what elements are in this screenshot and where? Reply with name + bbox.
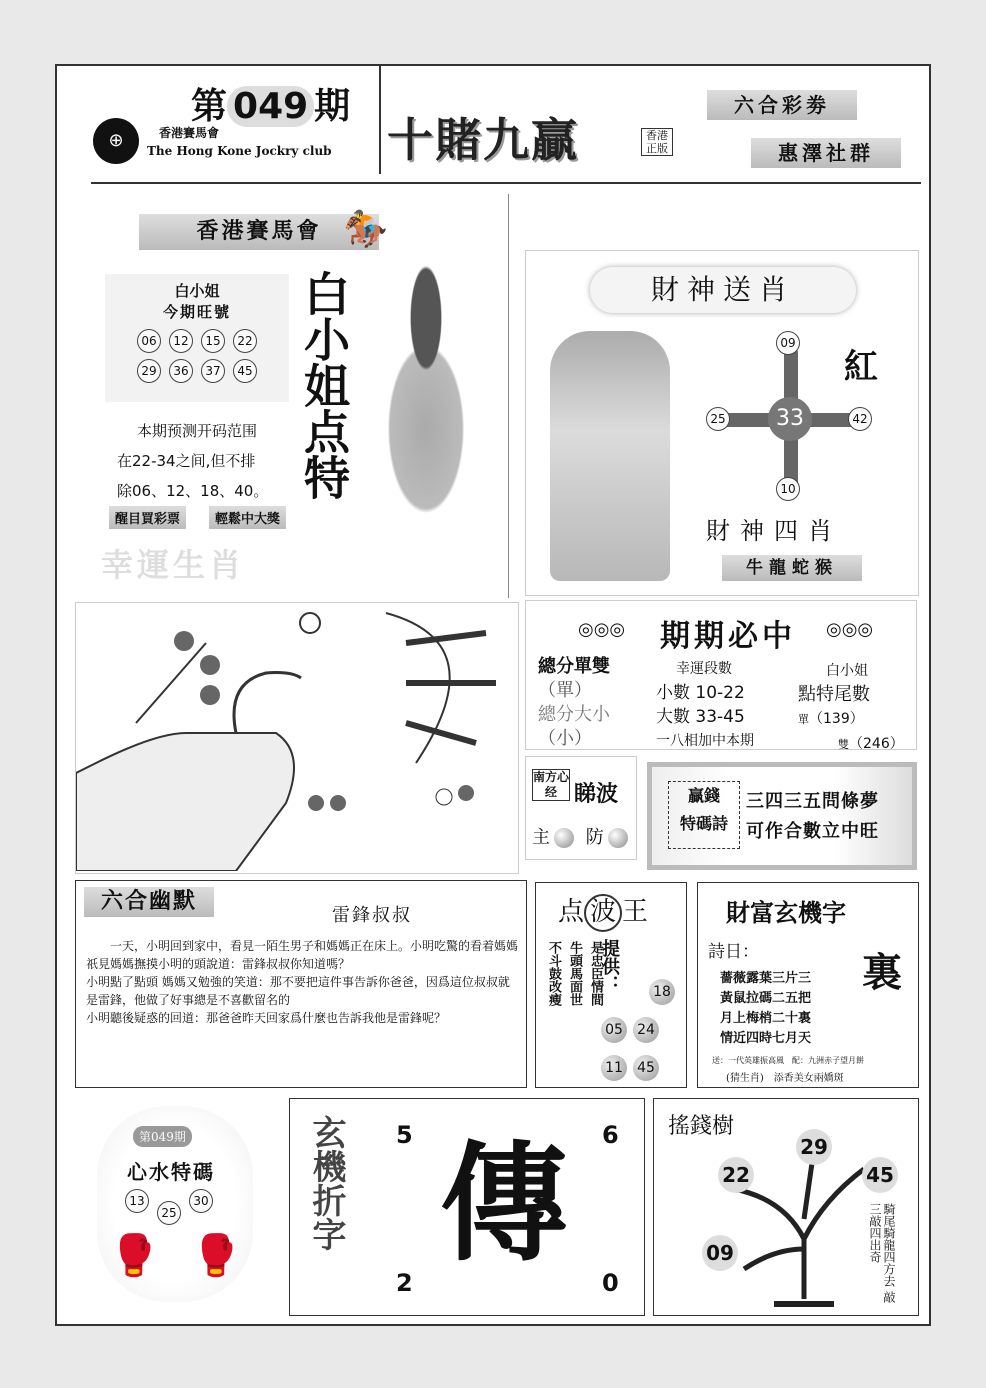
star-top: 09 bbox=[776, 331, 800, 355]
star-bottom: 10 bbox=[776, 477, 800, 501]
dianbo-circle: 波 bbox=[584, 894, 622, 932]
range-line2: 在22-34之间,但不排 bbox=[117, 452, 256, 470]
qiqi-panel bbox=[525, 600, 917, 750]
wealth-god-figure bbox=[550, 331, 670, 581]
dianbo-col3: 是忠臣情間 bbox=[588, 941, 603, 1006]
color-word: 紅 bbox=[844, 347, 878, 387]
qiqi-c3r4-row: 雙（246） bbox=[838, 736, 904, 752]
wave-main-ball bbox=[554, 828, 574, 848]
tree-num-29: 29 bbox=[796, 1129, 832, 1165]
dianbo-num-11: 11 bbox=[601, 1055, 627, 1081]
header-divider bbox=[379, 66, 381, 174]
lucky-ball: 22 bbox=[233, 329, 257, 353]
qiqi-c1r1: 總分單雙 bbox=[538, 656, 610, 677]
heart-num-13: 13 bbox=[125, 1189, 149, 1213]
horse-icon: 🏇 bbox=[343, 209, 388, 250]
wave-tag: 南方心经 bbox=[533, 770, 570, 799]
tree-title: 搖錢樹 bbox=[668, 1114, 735, 1139]
qiqi-c3r3-row: 單（139） bbox=[798, 711, 864, 727]
poem-title-a: 贏錢 bbox=[687, 786, 720, 805]
dianbo-title: 点 波 王 bbox=[558, 891, 648, 932]
faded-lucky-zodiac: 幸運生肖 bbox=[101, 546, 246, 584]
xuanji-tl: 5 bbox=[396, 1121, 413, 1149]
main-title: 十賭九贏 bbox=[387, 113, 579, 167]
card-title2: 今期旺號 bbox=[162, 303, 231, 321]
poem-line2: 可作合數立中旺 bbox=[746, 821, 879, 842]
four-zodiac: 牛龍蛇猴 bbox=[722, 555, 862, 581]
lucky-ball: 36 bbox=[169, 359, 193, 383]
humor-panel bbox=[75, 880, 527, 1088]
lucky-ball: 37 bbox=[201, 359, 225, 383]
xuanji-big-char: 傳 bbox=[440, 1130, 569, 1279]
range-line1: 本期预测开码范围 bbox=[137, 422, 258, 440]
club-name-en: The Hong Kone Jockry club bbox=[147, 144, 332, 158]
landscape-illustration bbox=[75, 602, 519, 874]
slogan-1: 醒目買彩票 bbox=[109, 506, 186, 529]
star-left: 25 bbox=[706, 407, 730, 431]
issue-title: 第 049 期 bbox=[191, 86, 351, 127]
club-name-cn: 香港賽馬會 bbox=[159, 126, 220, 140]
lucky-ball: 12 bbox=[169, 329, 193, 353]
fortune-lines bbox=[720, 969, 811, 1049]
dianbo-num-18: 18 bbox=[649, 979, 675, 1005]
lucky-ball: 29 bbox=[137, 359, 161, 383]
qiqi-c2r3: 大數 33-45 bbox=[656, 707, 745, 727]
tree-num-45: 45 bbox=[862, 1157, 898, 1193]
dianbo-row1 bbox=[598, 973, 678, 1011]
heart-panel bbox=[97, 1106, 253, 1302]
lucky-ball: 06 bbox=[137, 329, 161, 353]
humor-title: 六合幽默 bbox=[84, 887, 214, 917]
page bbox=[55, 64, 931, 1326]
fortune-panel bbox=[697, 882, 919, 1088]
qiqi-c1r2: （單） bbox=[538, 680, 592, 701]
dianbo-num-45: 45 bbox=[633, 1055, 659, 1081]
lucky-card bbox=[105, 274, 289, 402]
heart-title: 心水特碼 bbox=[127, 1160, 215, 1184]
poem-panel bbox=[647, 762, 917, 870]
humor-p3: 小明點了點頭 媽媽又勉強的笑道：那不要把這件事告訴你爸爸，因爲這位叔叔就是雷鋒，他做了好事總是不喜歡留名的 bbox=[86, 975, 510, 1007]
authentic-badge: 香港正版 bbox=[641, 128, 673, 156]
fortune-line3: 月上梅梢二十裏 bbox=[720, 1011, 812, 1026]
qiqi-c3r2: 點特尾數 bbox=[798, 684, 870, 705]
wealth-banner: 財神送肖 bbox=[590, 267, 856, 313]
heart-nums bbox=[121, 1186, 217, 1220]
header-rule bbox=[91, 182, 921, 184]
qiqi-c3r3: （139） bbox=[809, 711, 864, 727]
xuanji-tr: 6 bbox=[602, 1121, 619, 1149]
fortune-poem-label: 詩日： bbox=[708, 942, 759, 962]
humor-p2: 祇見媽媽撫摸小明的頭說道：雷鋒叔叔你知道嗎？ bbox=[86, 957, 351, 971]
poem-title-box bbox=[668, 781, 740, 849]
slogan-2: 輕鬆中大獎 bbox=[209, 506, 286, 529]
dianbo-col1: 不斗鼓改瘦 bbox=[546, 941, 561, 1006]
dianbo-provide: 提供： bbox=[599, 939, 620, 993]
heart-issue: 第049期 bbox=[133, 1126, 192, 1147]
xuanji-br: 0 bbox=[602, 1269, 619, 1297]
dianbo-nums bbox=[598, 973, 678, 1087]
fortune-note1: 送：一代英雄振高風 配：九洲赤子望月餅 bbox=[712, 1056, 864, 1065]
disc-icons-left: ◎◎◎ bbox=[578, 619, 626, 640]
dianbo-num-05: 05 bbox=[601, 1017, 627, 1043]
star-center: 33 bbox=[768, 397, 812, 441]
star-right: 42 bbox=[848, 407, 872, 431]
tree-num-09: 09 bbox=[702, 1235, 738, 1271]
qiqi-title: 期期必中 bbox=[660, 619, 796, 654]
tag-lottery: 六合彩劵 bbox=[707, 90, 857, 120]
tree-verse: 騎尾騎龍四方去 敲三敲四出奇 bbox=[868, 1203, 896, 1303]
fortune-note2: (猜生肖) 添香美女兩嬌斑 bbox=[726, 1073, 844, 1084]
fortune-line1: 薔薇露葉三片三 bbox=[720, 971, 812, 986]
dianbo-row3 bbox=[598, 1049, 678, 1087]
qiqi-col3 bbox=[798, 659, 904, 757]
issue-number: 049 bbox=[227, 86, 314, 127]
humor-body bbox=[86, 937, 518, 1027]
tree-drawing bbox=[694, 1129, 884, 1309]
header bbox=[57, 66, 929, 186]
poem-line1: 三四三五問條夢 bbox=[746, 791, 879, 812]
wave-main: 主 防 bbox=[532, 823, 628, 849]
bai-vertical-title: 白小姐点特 bbox=[297, 270, 351, 500]
jockey-panel bbox=[75, 194, 509, 598]
qiqi-c3r1: 白小姐 bbox=[826, 663, 868, 679]
qiqi-c2r4: 一八相加中本期 bbox=[656, 733, 754, 749]
lucky-ball: 15 bbox=[201, 329, 225, 353]
tag-community: 惠澤社群 bbox=[751, 138, 901, 168]
dianbo-row2 bbox=[598, 1011, 678, 1049]
heart-num-30: 30 bbox=[189, 1189, 213, 1213]
qiqi-c3r4: （246） bbox=[849, 736, 904, 752]
humor-p1: 一天，小明回到家中，看見一陌生男子和媽媽正在床上。小明吃驚的看着媽媽 bbox=[110, 939, 519, 953]
xuanji-panel bbox=[289, 1098, 645, 1316]
landscape-drawing bbox=[76, 603, 516, 871]
xuanji-label: 玄機折字 bbox=[306, 1115, 346, 1251]
tree-panel bbox=[653, 1098, 919, 1316]
qiqi-c1r3: 總分大小 bbox=[538, 704, 610, 725]
humor-author: 雷鋒叔叔 bbox=[332, 905, 412, 926]
wave-title: 睇波 bbox=[574, 781, 619, 807]
qiqi-c2r2: 小數 10-22 bbox=[656, 683, 745, 703]
fortune-big-char: 裏 bbox=[862, 949, 902, 996]
wave-panel bbox=[525, 756, 637, 860]
dianbo-col2: 牛頭馬面世 bbox=[567, 941, 582, 1006]
qiqi-c2r1: 幸運段數 bbox=[676, 661, 732, 677]
club-logo-icon: ⊕ bbox=[93, 118, 139, 164]
dianbo-panel bbox=[535, 882, 687, 1088]
humor-p4: 小明聽後疑惑的回道：那爸爸昨天回家爲什麼也告訴我他是雷鋒呢？ bbox=[86, 1011, 447, 1025]
qiqi-col1 bbox=[538, 655, 610, 751]
jockey-banner: 香港賽馬會 bbox=[139, 214, 379, 250]
boxing-glove-right-icon: 🥊 bbox=[191, 1233, 241, 1279]
tree-num-22: 22 bbox=[718, 1157, 754, 1193]
lucky-balls bbox=[105, 326, 289, 386]
disc-icons-right: ◎◎◎ bbox=[826, 619, 874, 640]
heart-num-25: 25 bbox=[157, 1201, 181, 1225]
four-zodiac-label: 財神四肖 bbox=[706, 517, 842, 545]
lucky-ball: 45 bbox=[233, 359, 257, 383]
model-figure bbox=[351, 264, 501, 564]
poem-title-b: 特碼詩 bbox=[679, 814, 728, 833]
boxing-glove-left-icon: 🥊 bbox=[109, 1233, 159, 1279]
fortune-line2: 黃鼠拉碼二五把 bbox=[720, 991, 812, 1006]
wealth-panel bbox=[525, 250, 919, 596]
qiqi-c1r4: （小） bbox=[538, 728, 592, 749]
fortune-line4: 情近四時七月天 bbox=[720, 1031, 812, 1046]
fortune-title: 財富玄機字 bbox=[726, 898, 846, 927]
dianbo-num-24: 24 bbox=[633, 1017, 659, 1043]
card-title1: 白小姐 bbox=[174, 282, 220, 300]
xuanji-bl: 2 bbox=[396, 1269, 413, 1297]
qiqi-col2 bbox=[656, 657, 754, 753]
wave-guard-ball bbox=[608, 828, 628, 848]
range-line3: 除06、12、18、40。 bbox=[117, 482, 269, 500]
